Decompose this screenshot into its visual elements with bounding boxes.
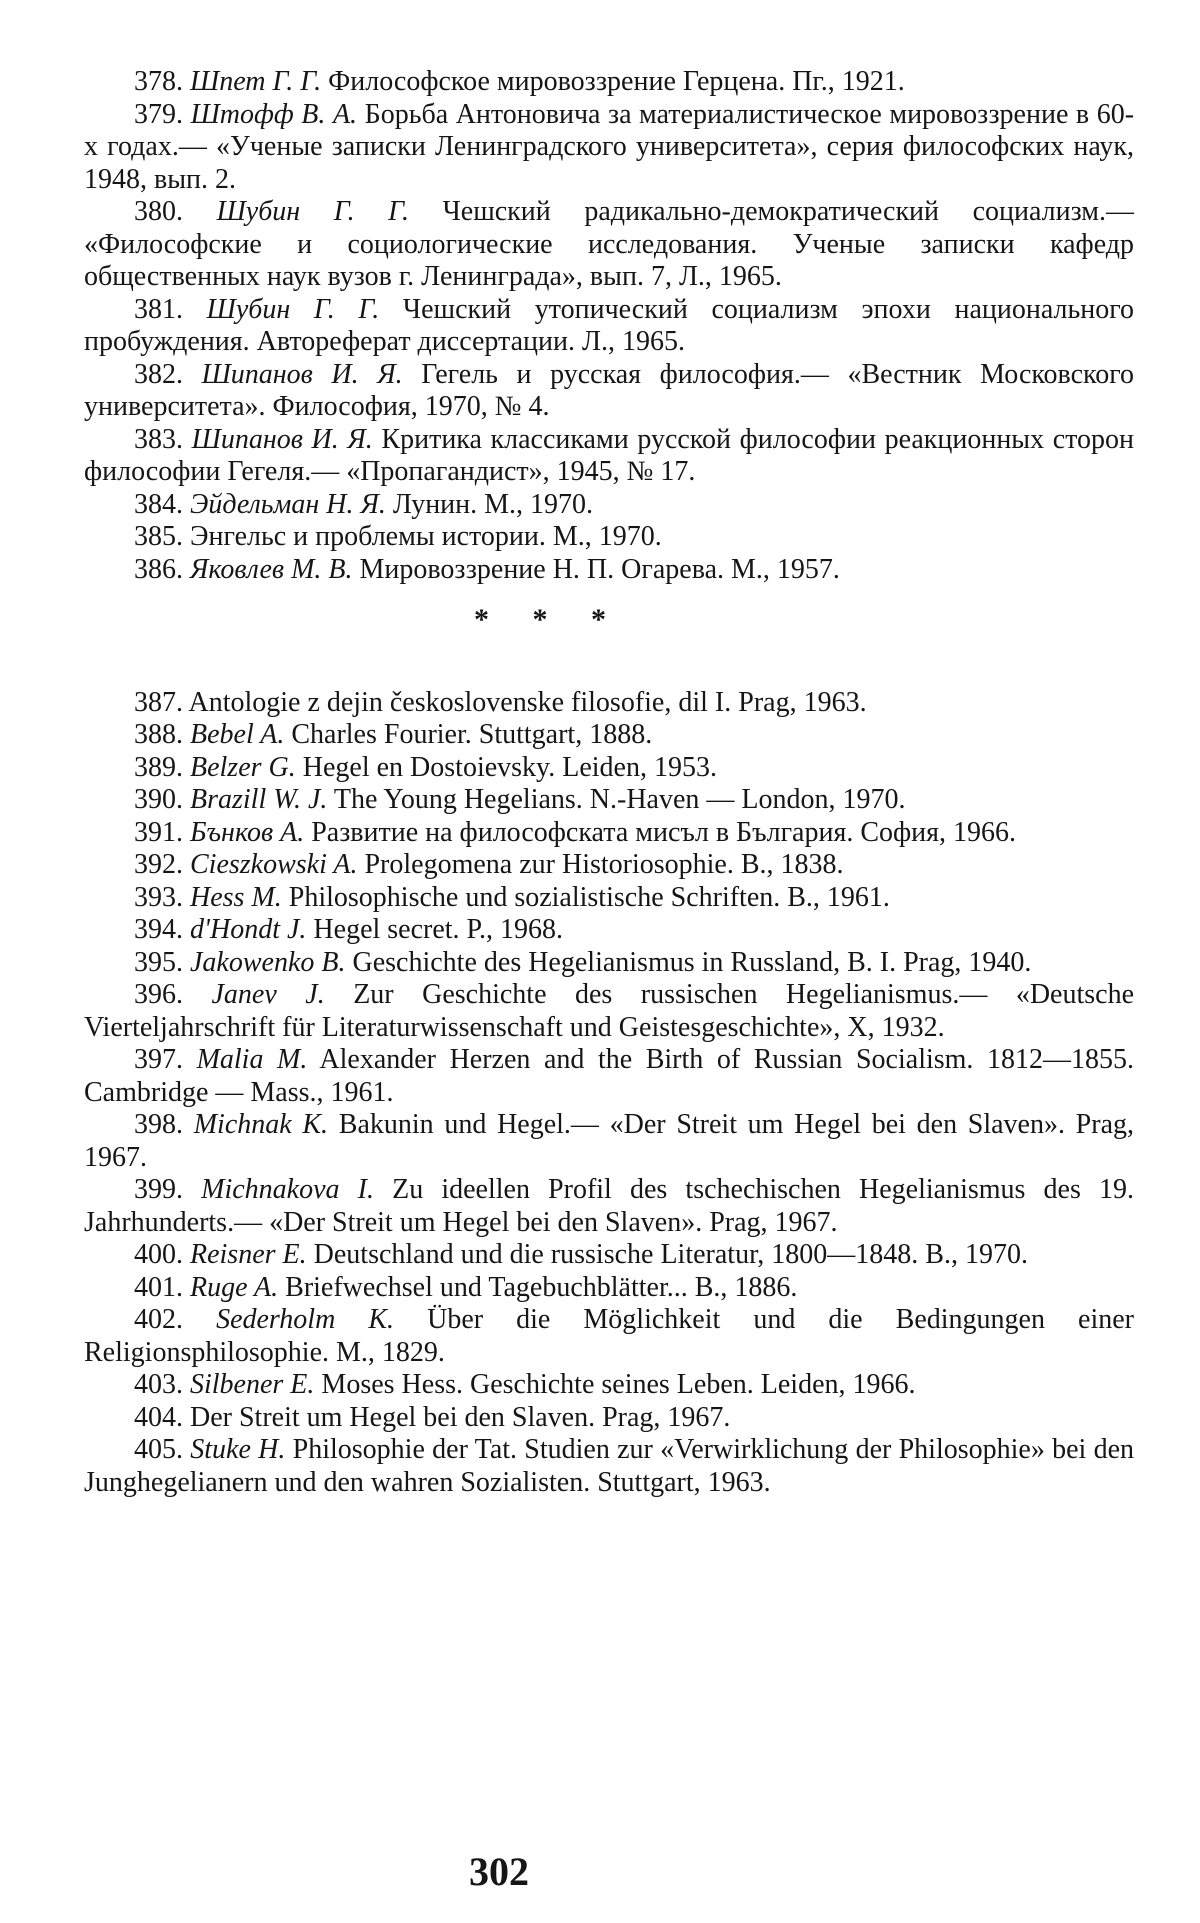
entry-text: Alexander Herzen and the Birth of Russian Socialism. 1812—1855. Cambridge — Mass., 1961. <box>84 1044 1134 1108</box>
bibliography-entry <box>84 1402 1134 1435</box>
bibliography-entry <box>84 1239 1134 1272</box>
entry-number: 397. <box>134 1044 183 1075</box>
entry-author: Шубин Г. Г. <box>206 293 380 325</box>
entry-author: Sederholm K. <box>216 1304 395 1335</box>
entry-text: Prolegomena zur Historiosophie. B., 1838. <box>364 849 844 880</box>
entry-text: Zu ideellen Profil des tschechischen Hegelianismus des 19. Jahrhunderts.— «Der Streit um Hegel bei den Slaven». Prag, 1967. <box>84 1174 1135 1238</box>
bibliography-entry <box>84 554 1134 587</box>
entry-author: Janev J. <box>211 979 325 1010</box>
bibliography-entry <box>84 882 1134 915</box>
entry-text: Antologie z dejin československe filosofie, dil I. Prag, 1963. <box>188 686 867 718</box>
entry-author: Шипанов И. Я. <box>191 423 373 455</box>
entry-number: 380. <box>134 196 183 227</box>
entry-text: Критика классиками русской философии реакционных сторон философии Гегеля.— «Пропагандист», 1945, № 17. <box>84 423 1135 487</box>
entry-number: 389. <box>134 751 183 783</box>
section-separator: * * * <box>474 603 624 636</box>
entry-text: Hegel secret. P., 1968. <box>313 914 564 945</box>
entry-author: Бънков А. <box>190 816 305 848</box>
bibliography-list-foreign <box>84 687 1134 1500</box>
bibliography-list-russian <box>84 66 1134 586</box>
bibliography-entry <box>84 914 1134 947</box>
entry-number: 395. <box>134 946 183 978</box>
entry-text: Der Streit um Hegel bei den Slaven. Prag, 1967. <box>190 1401 731 1433</box>
entry-number: 384. <box>134 488 183 520</box>
entry-number: 393. <box>134 881 183 913</box>
bibliography-entry <box>84 1369 1134 1402</box>
entry-text: Развитие на философската мисъл в България. София, 1966. <box>311 816 1017 848</box>
entry-text: Zur Geschichte des russischen Hegelianismus.— «Deutsche Vierteljahrschrift für Literaturwissenschaft und Geistesgeschichte», X, 1932. <box>84 979 1135 1043</box>
entry-number: 378. <box>134 66 183 97</box>
entry-author: Michnak K. <box>193 1109 329 1140</box>
bibliography-entry <box>84 1434 1134 1499</box>
entry-number: 405. <box>134 1434 183 1465</box>
entry-author: Hess M. <box>190 881 282 913</box>
entry-number: 403. <box>134 1369 183 1400</box>
entry-author: Шипанов И. Я. <box>201 358 403 390</box>
entry-text: Hegel en Dostoievsky. Leiden, 1953. <box>302 751 717 783</box>
entry-author: Brazill W. J. <box>190 784 328 815</box>
entry-text: Deutschland und die russische Literatur, 1800—1848. B., 1970. <box>313 1239 1028 1270</box>
entry-author: d'Hondt J. <box>190 914 307 945</box>
bibliography-entry <box>84 424 1134 489</box>
entry-text: Чешский радикально-демократический социализм.— «Философские и социологические исследования. Ученые записки кафедр общественных наук вузов г. Ленинграда», вып. 7, Л., 1965. <box>84 196 1134 292</box>
entry-number: 396. <box>134 979 183 1010</box>
entry-text: Bakunin und Hegel.— «Der Streit um Hegel bei den Slaven». Prag, 1967. <box>84 1109 1135 1173</box>
entry-text: Борьба Антоновича за материалистическое мировоззрение в 60-х годах.— «Ученые записки Ленинградского университета», серия философских наук, 1948, вып. 2. <box>84 98 1135 195</box>
entry-number: 394. <box>134 914 183 945</box>
entry-author: Яковлев М. В. <box>190 553 353 585</box>
entry-author: Эйдельман Н. Я. <box>190 488 386 520</box>
bibliography-entry <box>84 719 1134 752</box>
entry-number: 382. <box>134 358 183 390</box>
bibliography-entry <box>84 817 1134 850</box>
bibliography-entry <box>84 66 1134 99</box>
entry-number: 381. <box>134 293 183 325</box>
entry-author: Шубин Г. Г. <box>216 196 409 227</box>
bibliography-page <box>84 66 1134 1906</box>
entry-text: Чешский утопический социализм эпохи национального пробуждения. Автореферат диссертации. Л., 1965. <box>84 293 1135 357</box>
entry-text: Лунин. М., 1970. <box>392 488 594 520</box>
entry-text: Мировоззрение Н. П. Огарева. М., 1957. <box>359 553 840 585</box>
entry-text: Geschichte des Hegelianismus in Russland, B. I. Prag, 1940. <box>352 946 1032 978</box>
entry-text: Moses Hess. Geschichte seines Leben. Leiden, 1966. <box>321 1369 916 1400</box>
bibliography-entry <box>84 294 1134 359</box>
entry-author: Stuke H. <box>190 1434 286 1465</box>
entry-author: Cieszkowski A. <box>190 849 358 880</box>
entry-author: Jakowenko B. <box>190 946 346 978</box>
entry-number: 383. <box>134 423 183 455</box>
entry-number: 399. <box>134 1174 183 1205</box>
entry-author: Шпет Г. Г. <box>190 66 322 97</box>
entry-number: 386. <box>134 553 183 585</box>
entry-number: 392. <box>134 849 183 880</box>
bibliography-entry <box>84 1304 1134 1369</box>
entry-number: 385. <box>134 521 183 552</box>
entry-text: Гегель и русская философия.— «Вестник Московского университета». Философия, 1970, № 4. <box>84 358 1135 422</box>
entry-author: Belzer G. <box>190 751 296 783</box>
entry-author: Reisner E. <box>190 1239 307 1270</box>
entry-text: Энгельс и проблемы истории. М., 1970. <box>190 521 662 552</box>
entry-number: 388. <box>134 719 183 750</box>
page-number: 302 <box>469 1849 529 1894</box>
entry-author: Ruge A. <box>190 1271 279 1303</box>
entry-text: Философское мировоззрение Герцена. Пг., 1921. <box>328 66 905 97</box>
entry-text: Charles Fourier. Stuttgart, 1888. <box>291 719 653 750</box>
bibliography-entry <box>84 1109 1134 1174</box>
bibliography-entry <box>84 1174 1134 1239</box>
entry-author: Bebel A. <box>190 719 285 750</box>
entry-number: 379. <box>134 98 183 130</box>
entry-number: 401. <box>134 1271 183 1303</box>
entry-number: 402. <box>134 1304 183 1335</box>
entry-number: 398. <box>134 1109 183 1140</box>
entry-text: Briefwechsel und Tagebuchblätter... B., 1886. <box>285 1271 798 1303</box>
bibliography-entry <box>84 784 1134 817</box>
bibliography-entry <box>84 1044 1134 1109</box>
entry-text: Philosophische und sozialistische Schriften. B., 1961. <box>288 881 890 913</box>
entry-author: Malia M. <box>196 1044 308 1075</box>
entry-number: 391. <box>134 816 183 848</box>
bibliography-entry <box>84 979 1134 1044</box>
entry-text: Über die Möglichkeit und die Bedingungen einer Religionsphilosophie. M., 1829. <box>84 1304 1134 1368</box>
bibliography-entry <box>84 359 1134 424</box>
entry-author: Штофф В. А. <box>190 98 358 130</box>
bibliography-entry <box>84 521 1134 554</box>
bibliography-entry <box>84 849 1134 882</box>
entry-number: 404. <box>134 1401 183 1433</box>
bibliography-entry <box>84 196 1134 294</box>
bibliography-entry <box>84 752 1134 785</box>
bibliography-entry <box>84 1272 1134 1305</box>
entry-number: 400. <box>134 1239 183 1270</box>
bibliography-entry <box>84 687 1134 720</box>
entry-number: 387. <box>134 686 183 718</box>
bibliography-entry <box>84 99 1134 197</box>
entry-author: Silbener E. <box>190 1369 315 1400</box>
bibliography-entry <box>84 489 1134 522</box>
bibliography-entry <box>84 947 1134 980</box>
entry-number: 390. <box>134 784 183 815</box>
entry-author: Michnakova I. <box>201 1174 374 1205</box>
entry-text: The Young Hegelians. N.-Haven — London, 1970. <box>333 784 906 815</box>
entry-text: Philosophie der Tat. Studien zur «Verwirklichung der Philosophie» bei den Junghegelianern und den wahren Sozialisten. Stuttgart, 1963. <box>84 1434 1134 1498</box>
